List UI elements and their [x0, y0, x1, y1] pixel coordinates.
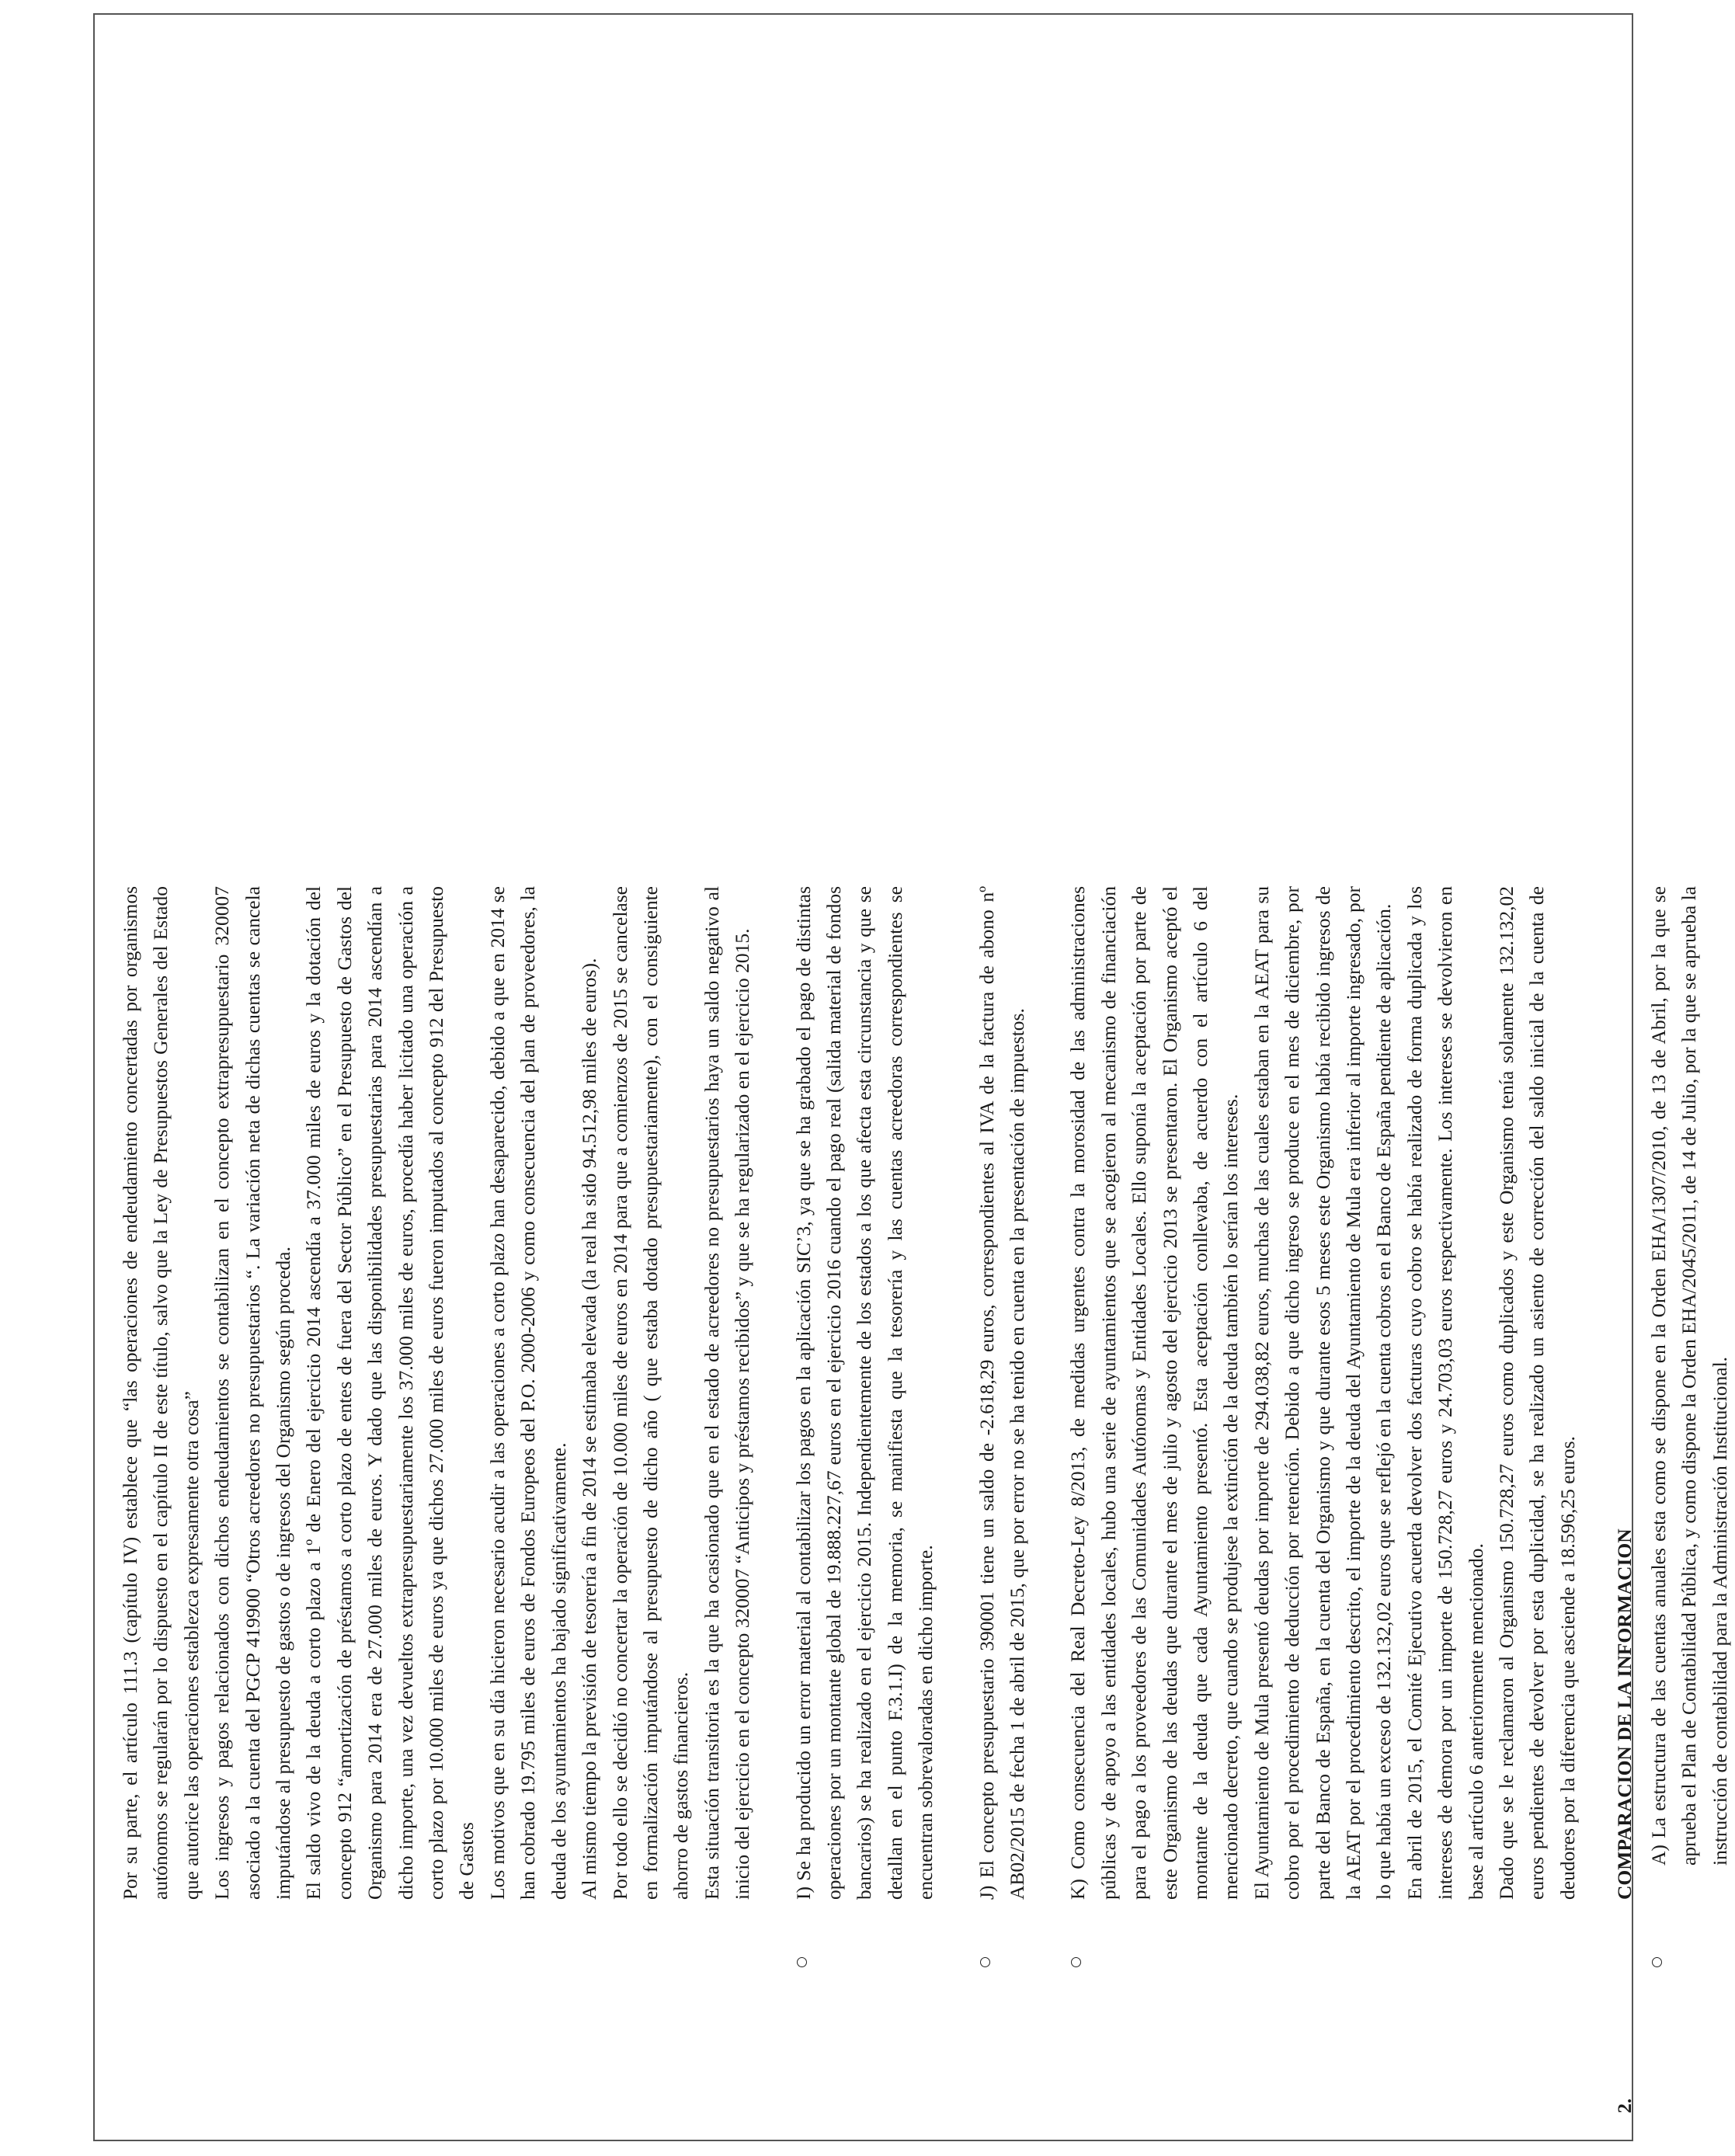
document-body	[115, 886, 1735, 2113]
paragraph: A) La estructura de las cuentas anuales esta como se dispone en la Orden EHA/1307/2010, de 13 de Abril, por la que se aprueba el Plan de Contabilidad Pública, y como dispone la Orden EHA/2045/2011, de 14 de Julio, por la que se aprueba la instrucción de contabilidad para la Administración Institucional.	[1646, 886, 1731, 1866]
paragraph: Los motivos que en su día hicieron necesario acudir a las operaciones a corto plazo han desaparecido, debido a que en 2014 se han cobrado 19.795 miles de euros de Fondos Europeos del P.O. 2000-2006 y como consecuencia del plan de proveedores, la deuda de los ayuntamientos ha bajado significativamente.	[485, 886, 570, 1900]
page-frame	[93, 13, 1731, 2141]
paragraph: J) El concepto presupuestario 390001 tiene un saldo de -2.618,29 euros, correspondientes al IVA de la factura de abono nº AB02/2015 de fecha 1 de abril de 2015, que por error no se ha tenido en cuenta en la presentación de impuestos.	[975, 886, 1028, 1900]
circle-bullet-icon	[797, 1957, 807, 1967]
circle-bullet-icon	[1071, 1957, 1081, 1967]
paragraph: Dado que se le reclamaron al Organismo 150.728,27 euros como duplicados y este Organismo tenía solamente 132.132,02 euros pendientes de devolver por esta duplicidad, se ha realizado un asiento de corrección del saldo inicial de la cuenta de deudores por la diferencia que asciende a 18.596,25 euros.	[1495, 886, 1579, 1900]
paragraph: Al mismo tiempo la previsión de tesorería a fin de 2014 se estimaba elevada (la real ha sido 94.512,98 miles de euros).	[578, 958, 601, 1900]
item-j	[972, 886, 1033, 2113]
paragraph: I) Se ha producido un error material al contabilizar los pagos en la aplicación SIC’3, ya que se ha grabado el pago de distintas operaciones por un montante global de 19.888.227,67 euros en el ejercicio 2016 cuando el pago real (salida material de fondos bancarios) se ha realizado en el ejercicio 2015. Independientemente de los estados a los que afecta esta circunstancia y que se detallan en el punto F.3.1.I) de la memoria, se manifiesta que la tesorería y las cuentas acreedoras correspondientes se encuentran sobrevaloradas en dicho importe.	[791, 886, 937, 1900]
item-a	[1643, 886, 1735, 2113]
item-i	[788, 886, 941, 2113]
block-endeudamiento	[115, 886, 758, 2113]
paragraph: El saldo vivo de la deuda a corto plazo a 1º de Enero del ejercicio 2014 ascendía a 37.000 miles de euros y la dotación del concepto 912 “amortización de préstamos a corto plazo de entes de fuera del Sector Público” en el Presupuesto de Gastos del Organismo para 2014 era de 27.000 miles de euros. Y dado que las disponibilidades presupuestarias para 2014 ascendían a dicho importe, una vez devueltos extrapresupuestariamente los 37.000 miles de euros, procedía haber licitado una operación a corto plazo por 10.000 miles de euros ya que dichos 27.000 miles de euros fueron imputados al concepto 912 del Presupuesto de Gastos	[302, 886, 478, 1900]
section-number: 2.	[1613, 2098, 1636, 2113]
circle-bullet-icon	[980, 1957, 990, 1967]
item-k	[1062, 886, 1583, 2113]
paragraph: Los ingresos y pagos relacionados con dichos endeudamientos se contabilizan en el concepto extrapresupuestario 320007 asociado a la cuenta del PGCP 419900 “Otros acreedores no presupuestarios “. La variación neta de dichas cuentas se cancela imputándose al presupuesto de gastos o de ingresos del Organismo según proceda.	[210, 886, 295, 1900]
rotated-page-content	[93, 35, 1731, 2132]
section-title: COMPARACION DE LA INFORMACION	[1613, 1528, 1636, 1900]
paragraph: K) Como consecuencia del Real Decreto-Ley 8/2013, de medidas urgentes contra la morosidad de las administraciones públicas y de apoyo a las entidades locales, hubo una serie de ayuntamientos que se acogieron al mecanismo de financiación para el pago a los proveedores de las Comunidades Autónomas y Entidades Locales. Ello suponía la aceptación por parte de este Organismo de las deudas que durante el mes de julio y agosto del ejercicio 2013 se presentaron. El Organismo aceptó el montante de la deuda que cada Ayuntamiento presentó. Esta aceptación conllevaba, de acuerdo con el artículo 6 del mencionado decreto, que cuando se produjese la extinción de la deuda también lo serían los intereses.	[1066, 886, 1243, 1900]
paragraph: Por su parte, el artículo 111.3 (capítulo IV) establece que “las operaciones de endeudamiento concertadas por organismos autónomos se regularán por lo dispuesto en el capítulo II de este título, salvo que la Ley de Presupuestos Generales del Estado que autorice las operaciones establezca expresamente otra cosa”	[119, 886, 203, 1900]
paragraph: Por todo ello se decidió no concertar la operación de 10.000 miles de euros en 2014 para que a comienzos de 2015 se cancelase en formalización imputándose al presupuesto de dicho año ( que estaba dotado presupuestariamente), con el consiguiente ahorro de gastos financieros.	[608, 886, 693, 1900]
section-heading	[1609, 886, 1639, 2113]
paragraph: Esta situación transitoria es la que ha ocasionado que en el estado de acreedores no presupuestarios haya un saldo negativo al inicio del ejercicio en el concepto 320007 “Anticipos y préstamos recibidos” y que se ha regularizado en el ejercicio 2015.	[700, 886, 754, 1900]
paragraph: En abril de 2015, el Comité Ejecutivo acuerda devolver dos facturas cuyo cobro se había realizado de forma duplicada y los intereses de demora por un importe de 150.728,27 euros y 24.703,03 euros respectivamente. Los intereses se devolvieron en base al artículo 6 anteriormente mencionado.	[1403, 886, 1487, 1900]
circle-bullet-icon	[1652, 1957, 1662, 1967]
paragraph: El Ayuntamiento de Mula presentó deudas por importe de 294.038,82 euros, muchas de las cuales estaban en la AEAT para su cobro por el procedimiento de deducción por retención. Debido a que dicho ingreso se produce en el mes de diciembre, por parte del Banco de España, en la cuenta del Organismo y que durante esos 5 meses este Organismo había recibido ingresos de la AEAT por el procedimiento descrito, el importe de la deuda del Ayuntamiento de Mula era inferior al importe ingresado, por lo que había un exceso de 132.132,02 euros que se reflejó en la cuenta cobros en el Banco de España pendiente de aplicación.	[1250, 886, 1396, 1900]
